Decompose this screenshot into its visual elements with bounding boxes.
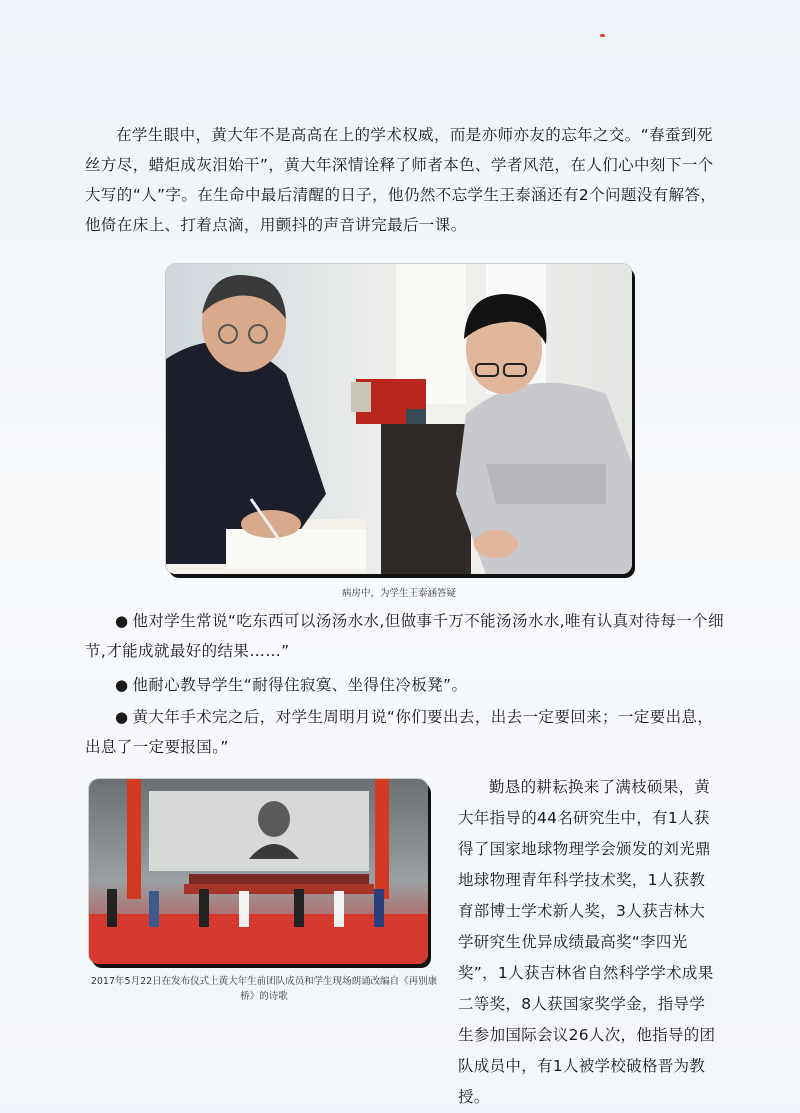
bullet-dot-icon: ● [115, 708, 129, 726]
bullet-dot-icon: ● [115, 612, 129, 630]
ceremony-stage-illustration [89, 779, 428, 964]
achievements-paragraph: 勤恳的耕耘换来了满枝硕果，黄大年指导的44名研究生中，有1人获得了国家地球物理学会颁发的刘光鼎地球物理青年科学技术奖，1人获教育部博士学术新人奖，3人获吉林大学研究生优异成绩最高奖“李四光奖”，1人获吉林省自然科学学术成果二等奖，8人获国家奖学金，指导学生参加国际会议26人次，他指导的团队成员中，有1人被学校破格晋为教授。 [458, 778, 716, 1106]
photo1-caption: 病房中，为学生王泰涵答疑 [341, 588, 456, 599]
decorative-mark [600, 34, 605, 37]
bullet-text: 黄大年手术完之后，对学生周明月说“你们要出去，出去一定要回来；一定要出息，出息了一定要报国。” [85, 708, 714, 756]
bullet-item-1 [85, 606, 725, 666]
bullet-item-3 [85, 702, 725, 762]
intro-paragraph: 在学生眼中，黄大年不是高高在上的学术权威，而是亦师亦友的忘年之交。“春蚕到死丝方尽，蜡炬成灰泪始干”，黄大年深情诠释了师者本色、学者风范，在人们心中刻下一个大写的“人”字。在生命中最后清醒的日子，他仍然不忘学生王泰涵还有2个问题没有解答，他倚在床上、打着点滴，用颤抖的声音讲完最后一课。 [85, 126, 717, 234]
hospital-room-illustration [166, 264, 632, 574]
ceremony-stage-photo [89, 779, 428, 964]
bullet-item-2 [85, 670, 725, 700]
hospital-room-photo [166, 264, 632, 574]
photo2-caption: 2017年5月22日在发布仪式上黄大年生前团队成员和学生现场朗诵改编自《再别康桥》的诗歌 [90, 976, 438, 1002]
bullet-text: 他对学生常说“吃东西可以汤汤水水,但做事千万不能汤汤水水,唯有认真对待每一个细节,才能成就最好的结果……” [85, 612, 724, 660]
bullet-dot-icon: ● [115, 676, 129, 694]
bullet-text: 他耐心教导学生“耐得住寂寞、坐得住冷板凳”。 [132, 676, 468, 694]
